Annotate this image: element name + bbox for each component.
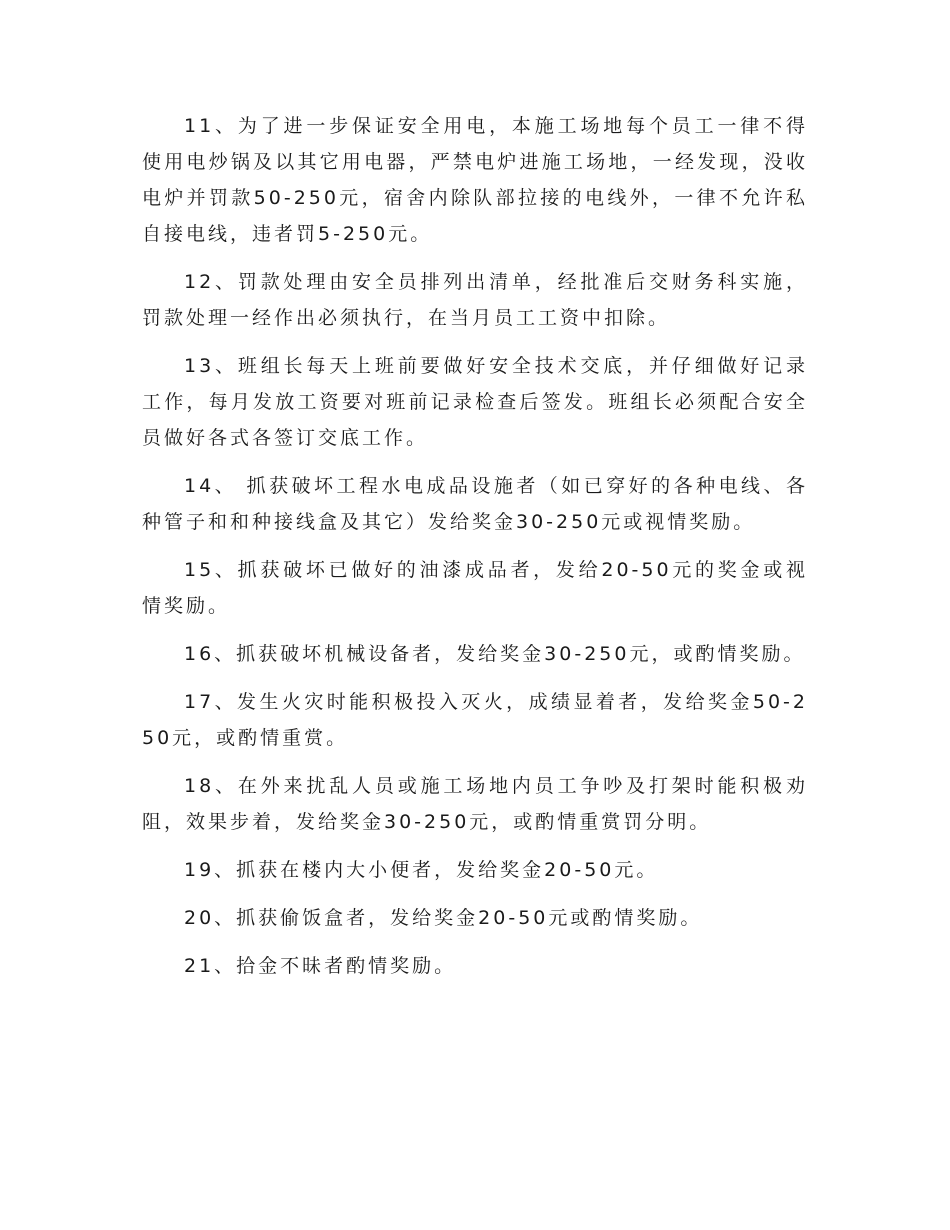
paragraph-14: 14、 抓获破坏工程水电成品设施者（如已穿好的各种电线、各种管子和和种接线盒及其它）发给奖金30-250元或视情奖励。 <box>142 475 808 533</box>
paragraph-13: 13、班组长每天上班前要做好安全技术交底，并仔细做好记录工作，每月发放工资要对班前记录检查后签发。班组长必须配合安全员做好各式各签订交底工作。 <box>142 355 808 449</box>
paragraph-16: 16、抓获破坏机械设备者，发给奖金30-250元，或酌情奖励。 <box>184 643 806 665</box>
paragraph-18: 18、在外来扰乱人员或施工场地内员工争吵及打架时能积极劝阻，效果步着，发给奖金30-250元，或酌情重赏罚分明。 <box>142 775 808 833</box>
paragraph-19: 19、抓获在楼内大小便者，发给奖金20-50元。 <box>184 859 659 881</box>
paragraph-21: 21、拾金不昧者酌情奖励。 <box>184 955 457 977</box>
paragraph-17: 17、发生火灾时能积极投入灭火，成绩显着者，发给奖金50-250元，或酌情重赏。 <box>142 691 808 749</box>
paragraph-20: 20、抓获偷饭盒者，发给奖金20-50元或酌情奖励。 <box>184 907 703 929</box>
paragraph-15: 15、抓获破坏已做好的油漆成品者，发给20-50元的奖金或视情奖励。 <box>142 559 808 617</box>
paragraph-12: 12、罚款处理由安全员排列出清单，经批准后交财务科实施，罚款处理一经作出必须执行，在当月员工工资中扣除。 <box>142 271 808 329</box>
paragraph-11: 11、为了进一步保证安全用电，本施工场地每个员工一律不得使用电炒锅及以其它用电器，严禁电炉进施工场地，一经发现，没收电炉并罚款50-250元，宿舍内除队部拉接的电线外，一律不允许私自接电线，违者罚5-250元。 <box>142 115 808 245</box>
